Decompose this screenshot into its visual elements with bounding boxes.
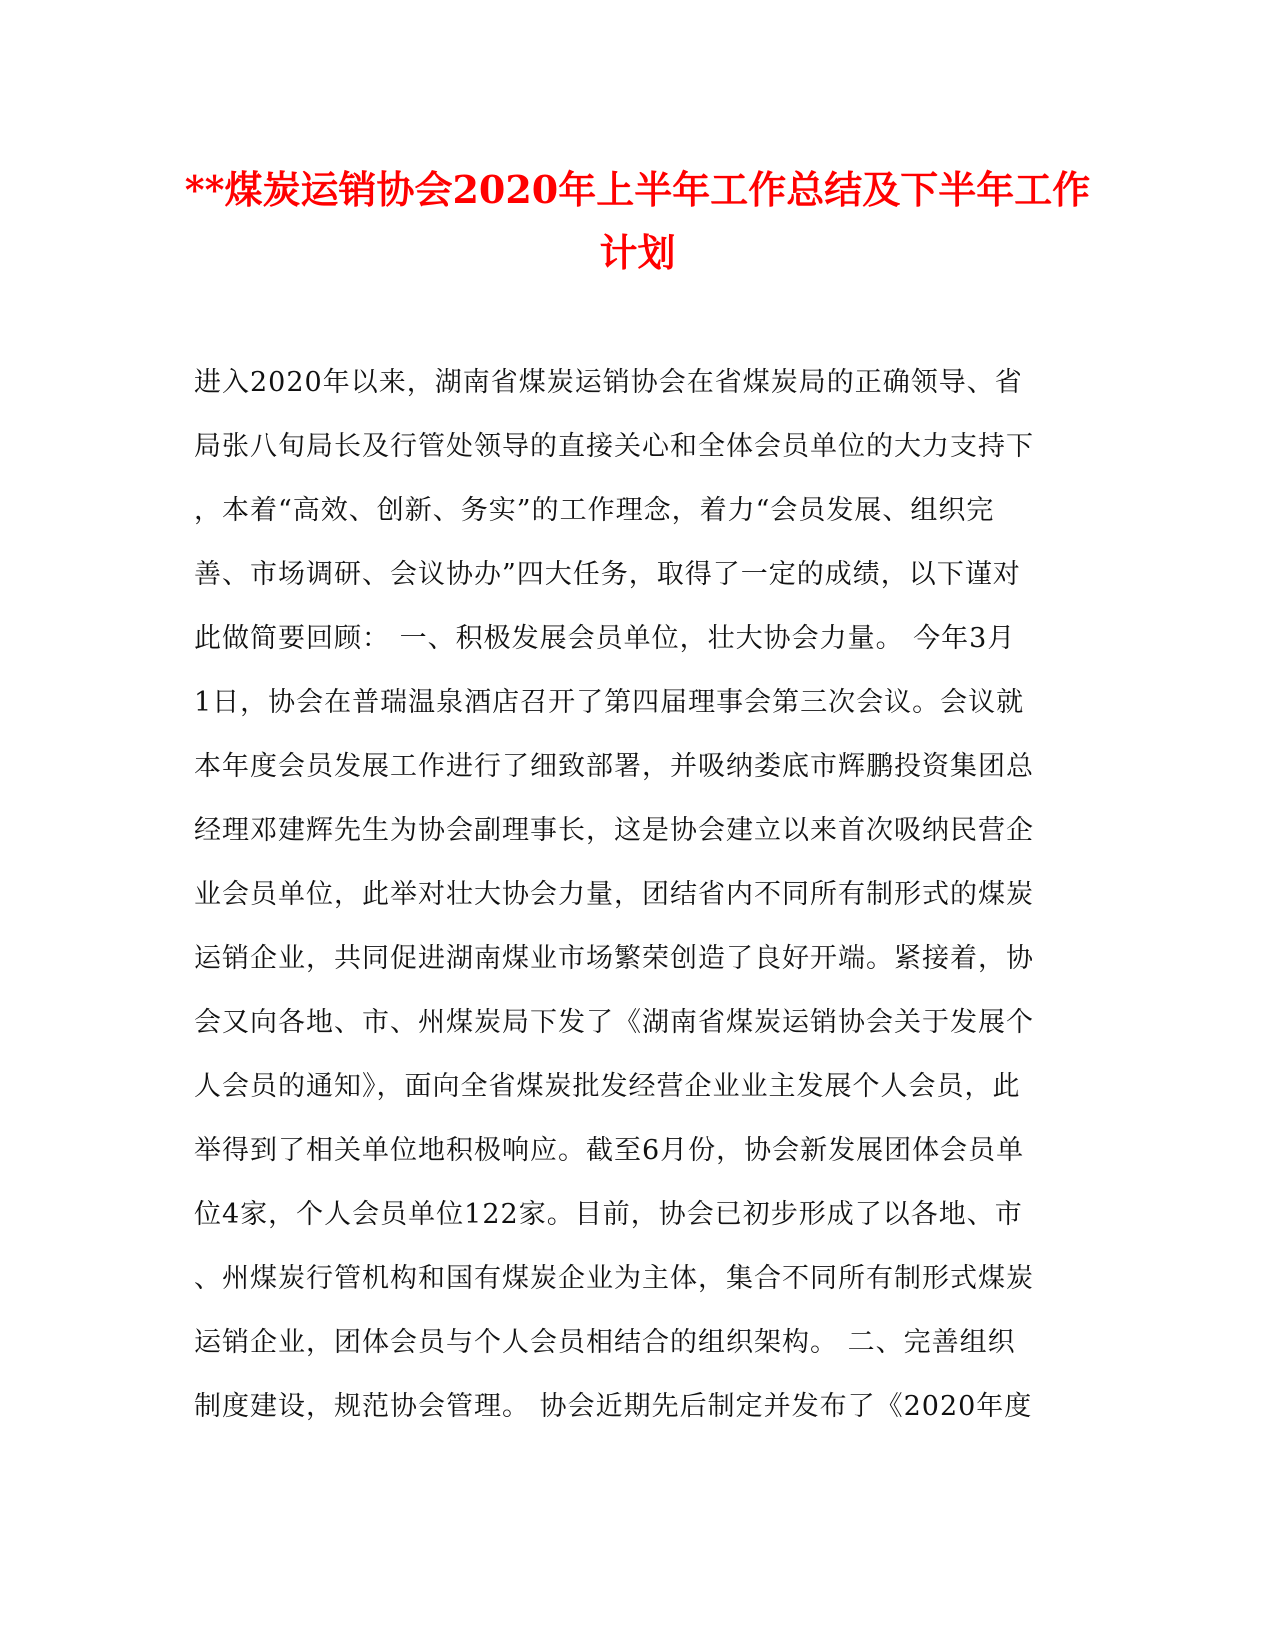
body-line: 运销企业，共同促进湖南煤业市场繁荣创造了良好开端。紧接着，协	[194, 943, 1034, 974]
body-line: 位4家，个人会员单位122家。目前，协会已初步形成了以各地、市	[194, 1199, 1023, 1230]
title-line-2: 计划	[599, 230, 676, 275]
body-line: 业会员单位，此举对壮大协会力量，团结省内不同所有制形式的煤炭	[194, 879, 1034, 910]
body-line: 1日，协会在普瑞温泉酒店召开了第四届理事会第三次会议。会议就	[194, 687, 1025, 718]
document-body	[194, 351, 1084, 1439]
body-line: 人会员的通知》，面向全省煤炭批发经营企业业主发展个人会员，此	[194, 1071, 1021, 1102]
body-line: 、州煤炭行管机构和国有煤炭企业为主体，集合不同所有制形式煤炭	[194, 1263, 1034, 1294]
body-line: 本年度会员发展工作进行了细致部署，并吸纳娄底市辉鹏投资集团总	[194, 751, 1034, 782]
body-line: 举得到了相关单位地积极响应。截至6月份，协会新发展团体会员单	[194, 1135, 1025, 1166]
body-line: 运销企业，团体会员与个人会员相结合的组织架构。 二、完善组织	[194, 1327, 1016, 1358]
body-line: 此做简要回顾： 一、积极发展会员单位，壮大协会力量。 今年3月	[194, 623, 1016, 654]
title-line-1: **煤炭运销协会2020年上半年工作总结及下半年工作	[184, 167, 1091, 212]
body-line: 经理邓建辉先生为协会副理事长，这是协会建立以来首次吸纳民营企	[194, 815, 1034, 846]
body-line: ，本着“高效、创新、务实”的工作理念，着力“会员发展、组织完	[194, 495, 995, 526]
body-line: 进入2020年以来，湖南省煤炭运销协会在省煤炭局的正确领导、省	[194, 367, 1023, 398]
body-line: 善、市场调研、会议协办”四大任务，取得了一定的成绩，以下谨对	[194, 559, 1021, 590]
body-line: 制度建设，规范协会管理。 协会近期先后制定并发布了《2020年度	[194, 1391, 1033, 1422]
document-title	[150, 158, 1125, 284]
body-line: 会又向各地、市、州煤炭局下发了《湖南省煤炭运销协会关于发展个	[194, 1007, 1034, 1038]
body-line: 局张八旬局长及行管处领导的直接关心和全体会员单位的大力支持下	[194, 431, 1034, 462]
